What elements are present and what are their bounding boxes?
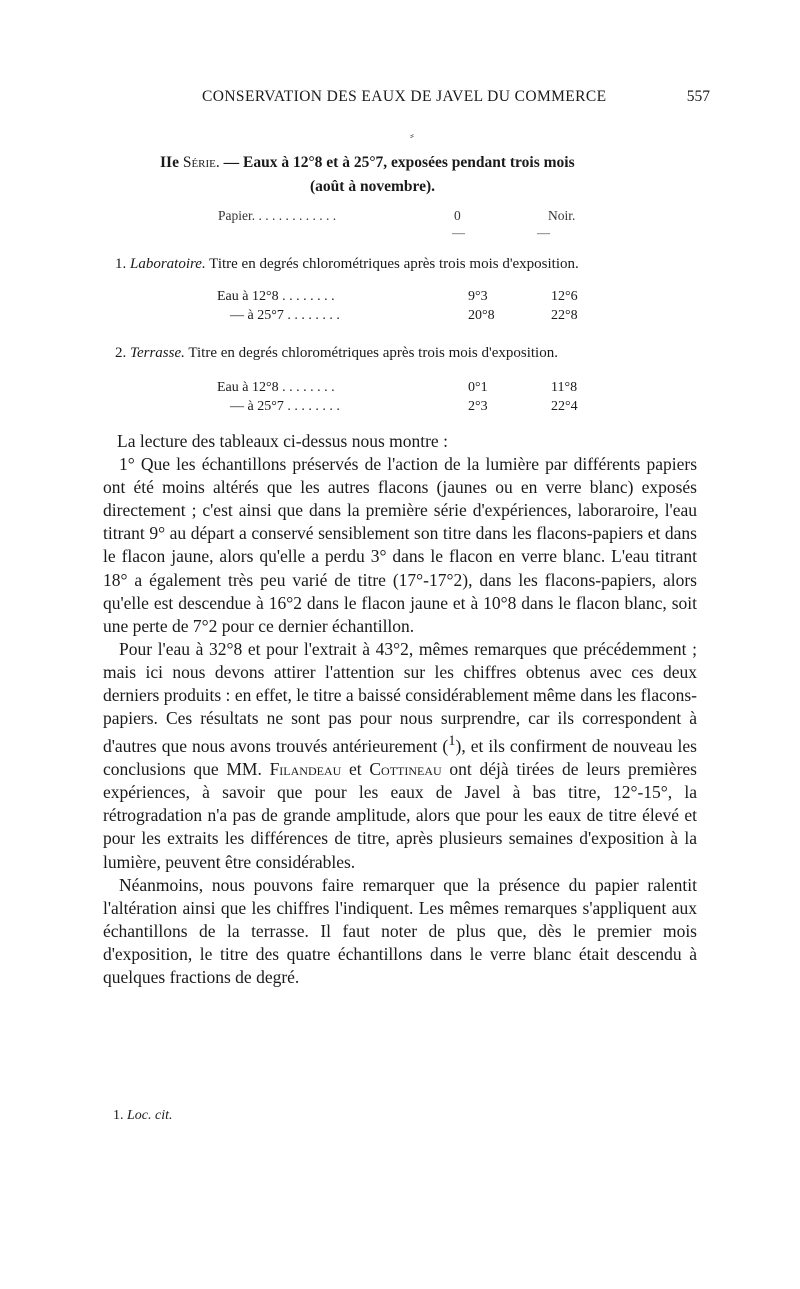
- table-cell: 2°3: [468, 399, 488, 414]
- section-caption-text: Titre en degrés chlorométriques après trois mois d'exposition.: [184, 345, 558, 361]
- series-label: Série.: [182, 154, 220, 171]
- col-o: 0: [454, 208, 461, 223]
- author-name: Cottineau: [369, 759, 442, 780]
- section-place: Laboratoire.: [130, 256, 206, 272]
- series-title-line1: [160, 150, 680, 176]
- paragraph: La lecture des tableaux ci-dessus nous montre :: [117, 431, 448, 451]
- table-cell: 22°4: [551, 399, 578, 414]
- table-cell: 20°8: [468, 308, 495, 323]
- paragraph: 1° Que les échantillons préservés de l'action de la lumière par différents papiers ont été moins altérés que les autres flacons (jaunes ou en verre blanc) exposés directement ; c'est ainsi que dans la première série d'expériences, laboraroire, l'eau titrant 9° au départ a conservé sensiblement son titre dans les flacons-papiers et dans le flacon jaune, alors qu'elle a perdu 3° dans le flacon en verre blanc. L'eau titrant 18° a également très peu varié de titre (17°-17°2), dans les flacons-papiers, alors qu'elle est descendue à 16°2 dans le flacon jaune et à 10°8 dans le flacon blanc, soit une perte de 7°2 pour ce dernier échantillon.: [103, 454, 697, 636]
- paragraph: Néanmoins, nous pouvons faire remarquer que la présence du papier ralentit l'altération ainsi que les chiffres l'indiquent. Les mêmes remarques s'appliquent aux échantillons de la terrasse. Il faut noter de plus que, dès le premier mois d'exposition, le titre des quatre échantillons dans le verre blanc était descendu à quelques fractions de degré.: [103, 874, 697, 987]
- section-caption: [115, 256, 695, 273]
- table-row-label: — à 25°7 . . . . . . . .: [230, 308, 340, 323]
- page-number: 557: [686, 88, 710, 105]
- table-cell: 9°3: [468, 289, 488, 304]
- series-heading: [160, 150, 680, 195]
- column-rule: —: [537, 225, 550, 240]
- paragraph-text: et: [341, 759, 370, 780]
- section-caption: [115, 345, 695, 362]
- paragraph-text: ), et ils confirment de nouveau les conclusions que MM.: [103, 736, 697, 780]
- footnote: [113, 1108, 173, 1124]
- table-row-label: Eau à 12°8 . . . . . . . .: [217, 380, 335, 395]
- footnote-ref: 1: [448, 733, 456, 750]
- table-cell: 12°6: [551, 289, 578, 304]
- author-name: Filandeau: [269, 759, 342, 780]
- section-caption-text: Titre en degrés chlorométriques après trois mois d'exposition.: [205, 256, 579, 272]
- paragraph: [103, 638, 697, 874]
- series-prefix: IIe: [160, 154, 179, 171]
- section-place: Terrasse.: [130, 345, 185, 361]
- series-title-line2: (août à novembre).: [310, 178, 435, 195]
- ink-mark-icon: ⸗: [410, 128, 414, 142]
- table-cell: 0°1: [468, 380, 488, 395]
- table-cell: 11°8: [551, 380, 578, 395]
- section-number: 1.: [115, 256, 127, 272]
- section-number: 2.: [115, 345, 127, 361]
- table-row-label: — à 25°7 . . . . . . . .: [230, 399, 340, 414]
- footnote-number: 1.: [113, 1108, 124, 1123]
- table-row-label: Eau à 12°8 . . . . . . . .: [217, 289, 335, 304]
- table-cell: 22°8: [551, 308, 578, 323]
- series-title: — Eaux à 12°8 et à 25°7, exposées pendant trois mois: [219, 154, 575, 171]
- paragraph-text: Pour l'eau à 32°8 et pour l'extrait à 43°2, mêmes remarques que précédemment ; mais ici nous devons attirer l'attention sur les chiffres obtenus avec ces deux derniers produits : en effet, le titre a baissé considérablement même dans les flacons-papiers. Ces résultats ne sont pas pour nous surprendre, car ils correspondent à d'autres que nous avons trouvés antérieurement (: [103, 638, 697, 757]
- body-text: [103, 430, 697, 989]
- running-header: [150, 88, 710, 114]
- paragraph-text: ont déjà tirées de leurs premières expériences, à savoir que pour les eaux de Javel à bas titre, 12°-15°, la rétrogradation n'a pas de grande amplitude, alors que pour les eaux de titre élevé et pour les extraits les différences de titre, après plusieurs semaines d'exposition à la lumière, peuvent être considérables.: [103, 759, 697, 872]
- col-noir: Noir.: [548, 208, 576, 223]
- col-papier: Papier. . . . . . . . . . . . .: [218, 208, 337, 223]
- footnote-text: Loc. cit.: [127, 1108, 173, 1123]
- column-rule: —: [452, 225, 465, 240]
- running-title: CONSERVATION DES EAUX DE JAVEL DU COMMERCE: [202, 88, 607, 105]
